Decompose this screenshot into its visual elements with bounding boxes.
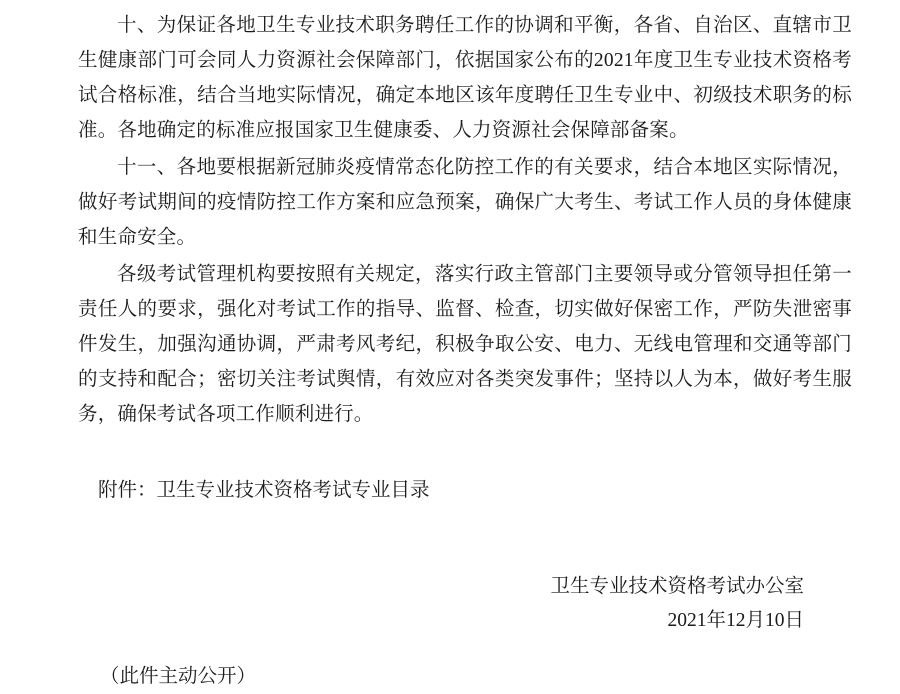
- signature-block: [78, 570, 852, 638]
- signature-organization: 卫生专业技术资格考试办公室: [550, 576, 804, 597]
- paragraph-closing-requirements: 各级考试管理机构要按照有关规定，落实行政主管部门主要领导或分管领导担任第一责任人的要求，强化对考试工作的指导、监督、检查，切实做好保密工作，严防失泄密事件发生，加强沟通协调，严肃考风考纪，积极争取公安、电力、无线电管理和交通等部门的支持和配合；密切关注考试舆情，有效应对各类突发事件；坚持以人为本，做好考生服务，确保考试各项工作顺利进行。: [78, 264, 852, 425]
- attachment-line: 附件：卫生专业技术资格考试专业目录: [98, 480, 430, 501]
- release-note: （此件主动公开）: [100, 666, 257, 687]
- document-body: [78, 8, 852, 694]
- paragraph-item-11: 十一、各地要根据新冠肺炎疫情常态化防控工作的有关要求，结合本地区实际情况，做好考试期间的疫情防控工作方案和应急预案，确保广大考生、考试工作人员的身体健康和生命安全。: [78, 157, 852, 248]
- signature-date: 2021年12月10日: [667, 610, 804, 631]
- paragraph-item-10: 十、为保证各地卫生专业技术职务聘任工作的协调和平衡，各省、自治区、直辖市卫生健康部门可会同人力资源社会保障部门，依据国家公布的2021年度卫生专业技术资格考试合格标准，结合当地实际情况，确定本地区该年度聘任卫生专业中、初级技术职务的标准。各地确定的标准应报国家卫生健康委、人力资源社会保障部备案。: [78, 15, 852, 141]
- attachment-block: [78, 474, 852, 508]
